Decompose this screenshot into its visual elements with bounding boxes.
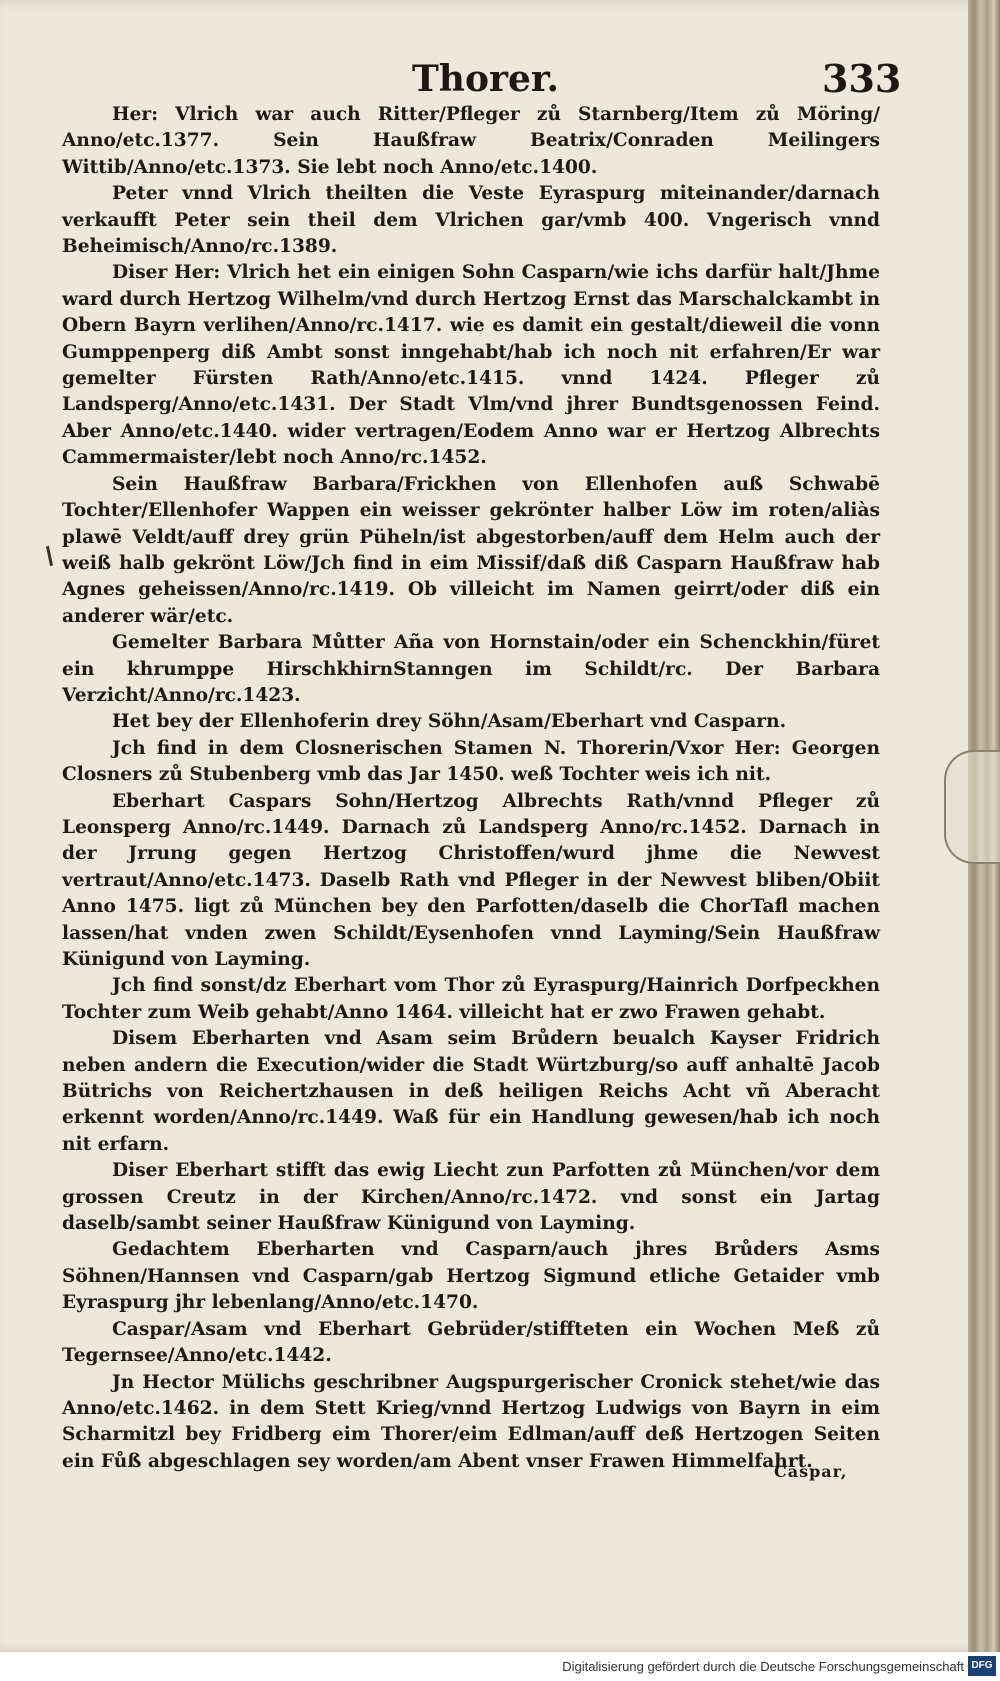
paragraph: Caspar/Asam vnd Eberhart Gebrüder/stiffteten ein Wochen Meß zů Tegernsee/Anno/etc.1442. <box>62 1318 880 1367</box>
paragraph: Diser Eberhart stifft das ewig Liecht zun Parfotten zů München/vor dem grossen Creutz in der Kirchen/Anno/rc.1472. vnd sonst ein Jartag daselb/sambt seiner Haußfraw Künigund von Layming. <box>62 1160 880 1235</box>
paragraph: Jch find in dem Closnerischen Stamen N. Thorerin/Vxor Her: Georgen Closners zů Stubenberg vmb das Jar 1450. weß Tochter weis ich nit. <box>62 737 880 786</box>
bookmark-clip <box>944 750 1000 864</box>
paragraph: Disem Eberharten vnd Asam seim Brůdern beualch Kayser Fridrich neben andern die Execution/wider die Stadt Würtzburg/so auff anhaltē Jacob Bütrichs von Reichertzhausen in deß heiligen Reichs Acht vñ Aberacht erkennt worden/Anno/rc.1449. Waß für ein Handlung gewesen/hab ich noch nit erfarn. <box>62 1028 880 1155</box>
footer-credit: Digitalisierung gefördert durch die Deutsche Forschungsgemeinschaft <box>562 1659 964 1674</box>
paragraph: Gemelter Barbara Můtter Aña von Hornstain/oder ein Schenckhin/füret ein khrumppe HirschkhirnStanngen im Schildt/rc. Der Barbara Verzicht/Anno/rc.1423. <box>62 632 880 706</box>
margin-mark <box>46 546 53 566</box>
footer-bar <box>0 1652 1000 1681</box>
paragraph: Eberhart Caspars Sohn/Hertzog Albrechts Rath/vnnd Pfleger zů Leonsperg Anno/rc.1449. Darnach zů Landsperg Anno/rc.1452. Darnach in der Jrrung gegen Hertzog Christoffen/wurd jhme die Newvest vertraut/Anno/etc.1473. Daselb Rath vnd Pfleger in der Newvest bliben/Obiit Anno 1475. ligt zů München bey den Parfotten/daselb die ChorTafl machen lassen/hat vnden zwen Schildt/Eysenhofen vnnd Layming/Sein Haußfraw Künigund von Layming. <box>62 790 880 970</box>
paragraph: Het bey der Ellenhoferin drey Söhn/Asam/Eberhart vnd Casparn. <box>112 711 787 733</box>
page-number: 333 <box>822 56 902 101</box>
paragraph: Her: Vlrich war auch Ritter/Pfleger zů Starnberg/Item zů Möring/ Anno/etc.1377. Sein Haußfraw Beatrix/Conraden Meilingers Wittib/Anno/etc.1373. Sie lebt noch Anno/etc.1400. <box>62 104 880 178</box>
body-text <box>62 102 880 1475</box>
running-head <box>0 58 985 102</box>
paragraph: Jch find sonst/dz Eberhart vom Thor zů Eyraspurg/Hainrich Dorfpeckhen Tochter zum Weib gehabt/Anno 1464. villeicht hat er zwo Frawen gehabt. <box>62 975 880 1023</box>
paragraph: Gedachtem Eberharten vnd Casparn/auch jhres Brůders Asms Söhnen/Hannsen vnd Casparn/gab Hertzog Sigmund etliche Getaider vmb Eyraspurg jhr lebenlang/Anno/etc.1470. <box>62 1239 880 1314</box>
paragraph: Jn Hector Mülichs geschribner Augspurgerischer Cronick stehet/wie das Anno/etc.1462. in dem Stett Krieg/vnnd Hertzog Ludwigs von Bayrn in eim Scharmitzl bey Fridberg eim Thorer/eim Edlman/auff deß Hertzogen Seiten ein Fůß abgeschlagen sey worden/am Abent vnser Frawen Himmelfahrt. <box>62 1371 880 1472</box>
paragraph: Diser Her: Vlrich het ein einigen Sohn Casparn/wie ichs darfür halt/Jhme ward durch Hertzog Wilhelm/vnd durch Hertzog Ernst das Marschalckambt in Obern Bayrn verlihen/Anno/rc.1417. wie es damit ein gestalt/dieweil die vonn Gumppenperg diß Ambt sonst inngehabt/hab ich noch nit erfahren/Er war gemelter Fürsten Rath/Anno/etc.1415. vnnd 1424. Pfleger zů Landsperg/Anno/etc.1431. Der Stadt Vlm/vnd jhrer Bundtsgenossen Feind. Aber Anno/etc.1440. wider vertragen/Eodem Anno war er Hertzog Albrechts Cammermaister/lebt noch Anno/rc.1452. <box>62 262 880 469</box>
dfg-logo: DFG <box>968 1656 996 1676</box>
catchword: Caspar, <box>774 1462 848 1481</box>
paragraph: Sein Haußfraw Barbara/Frickhen von Ellenhofen auß Schwabē Tochter/Ellenhofer Wappen ein weisser gekrönter halber Löw im roten/aliàs plawē Veldt/auff drey grün Püheln/ist abgestorben/auff dem Helm auch der weiß halb gekrönt Löw/Jch find in eim Missif/daß diß Casparn Haußfraw hab Agnes geheissen/Anno/rc.1419. Ob villeicht im Namen geirrt/oder diß ein anderer wär/etc. <box>62 473 880 627</box>
page-header-title: Thorer. <box>412 58 560 100</box>
paragraph: Peter vnnd Vlrich theilten die Veste Eyraspurg miteinander/darnach verkaufft Peter sein theil dem Vlrichen gar/vmb 400. Vngerisch vnnd Beheimisch/Anno/rc.1389. <box>62 183 880 258</box>
